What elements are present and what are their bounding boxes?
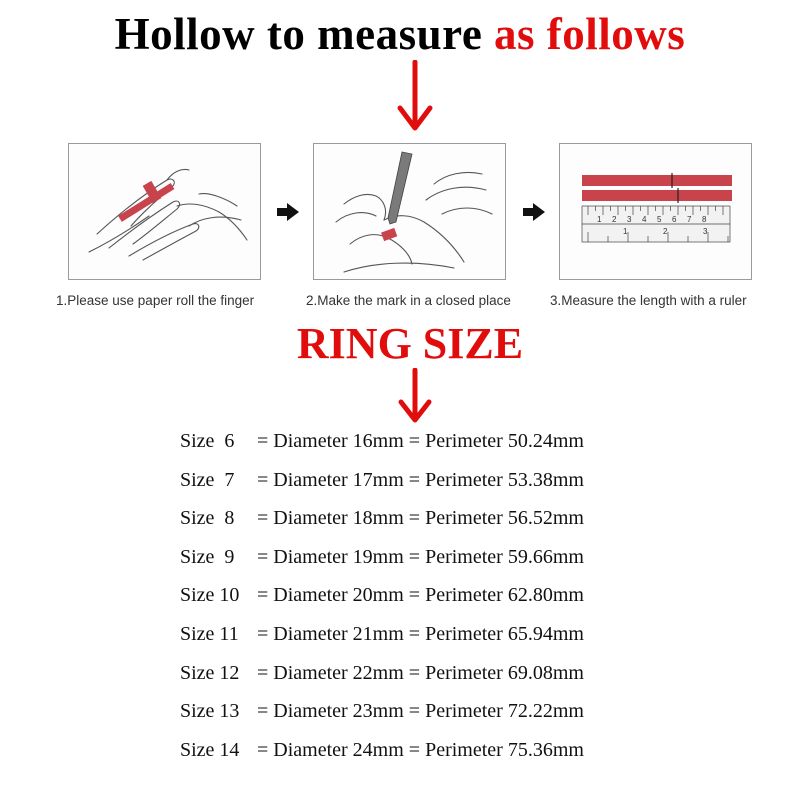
size-label: Size 13 <box>180 700 240 723</box>
diameter-value: = Diameter 18mm <box>257 507 404 530</box>
ruler-cm-label: 2 <box>612 215 617 224</box>
perimeter-value: = Perimeter 56.52mm <box>408 507 584 530</box>
perimeter-value: = Perimeter 69.08mm <box>408 661 584 684</box>
arrow-right-icon <box>276 202 300 222</box>
ring-size-list <box>180 427 584 774</box>
ruler-inch-label: 1 <box>623 227 628 236</box>
section-title: RING SIZE <box>296 319 524 368</box>
diameter-value: = Diameter 17mm <box>257 468 404 491</box>
diameter-value: = Diameter 20mm <box>257 584 404 607</box>
step-2-caption: 2.Make the mark in a closed place <box>306 293 511 308</box>
size-row <box>180 697 584 736</box>
size-row <box>180 504 584 543</box>
paper-strip <box>582 175 732 186</box>
perimeter-value: = Perimeter 62.80mm <box>408 584 584 607</box>
diameter-value: = Diameter 16mm <box>257 430 404 452</box>
size-row <box>180 736 584 775</box>
title-main-text: Hollow to measure <box>114 9 483 59</box>
size-row <box>180 427 584 466</box>
diameter-value: = Diameter 23mm <box>257 700 404 723</box>
perimeter-value: = Perimeter 53.38mm <box>408 468 584 491</box>
ruler <box>582 206 730 242</box>
ruler-inch-label: 2 <box>663 227 668 236</box>
size-row <box>180 620 584 659</box>
ruler-cm-label: 4 <box>642 215 647 224</box>
step-3-caption: 3.Measure the length with a ruler <box>550 293 747 308</box>
arrow-down-icon <box>396 368 434 424</box>
step-2-illustration <box>313 143 506 280</box>
size-label: Size 12 <box>180 661 240 684</box>
step-1-caption: 1.Please use paper roll the finger <box>56 293 255 308</box>
ruler-cm-label: 3 <box>627 215 632 224</box>
perimeter-value: = Perimeter 50.24mm <box>408 430 584 452</box>
size-label: Size 8 <box>180 507 235 530</box>
ruler-cm-label: 8 <box>702 215 707 224</box>
arrow-right-icon <box>522 202 546 222</box>
step-3-illustration <box>559 143 752 280</box>
step-1-illustration <box>68 143 261 280</box>
size-label: Size 11 <box>180 622 239 645</box>
perimeter-value: = Perimeter 75.36mm <box>408 738 584 761</box>
perimeter-value: = Perimeter 65.94mm <box>408 622 584 645</box>
size-label: Size 9 <box>180 545 235 568</box>
size-row <box>180 466 584 505</box>
size-row <box>180 543 584 582</box>
size-label: Size 14 <box>180 738 240 761</box>
diameter-value: = Diameter 21mm <box>257 622 404 645</box>
perimeter-value: = Perimeter 72.22mm <box>408 700 584 723</box>
diameter-value: = Diameter 19mm <box>257 545 404 568</box>
paper-strip <box>582 190 732 201</box>
diameter-value: = Diameter 24mm <box>257 738 404 761</box>
size-label: Size 10 <box>180 584 240 607</box>
ruler-inch-label: 3 <box>703 227 708 236</box>
diameter-value: = Diameter 22mm <box>257 661 404 684</box>
ruler-drawing <box>560 144 753 281</box>
size-row <box>180 659 584 698</box>
ruler-cm-label: 6 <box>672 215 677 224</box>
size-label: Size 6 <box>180 430 235 452</box>
size-row <box>180 581 584 620</box>
page-title <box>0 8 800 60</box>
hand-paper-drawing <box>69 144 262 281</box>
ruler-cm-label: 5 <box>657 215 662 224</box>
ruler-cm-label: 1 <box>597 215 602 224</box>
ruler-cm-label: 7 <box>687 215 692 224</box>
title-accent-text: as follows <box>494 9 686 59</box>
size-label: Size 7 <box>180 468 235 491</box>
perimeter-value: = Perimeter 59.66mm <box>408 545 584 568</box>
hand-pen-drawing <box>314 144 507 281</box>
arrow-down-icon <box>396 60 434 132</box>
